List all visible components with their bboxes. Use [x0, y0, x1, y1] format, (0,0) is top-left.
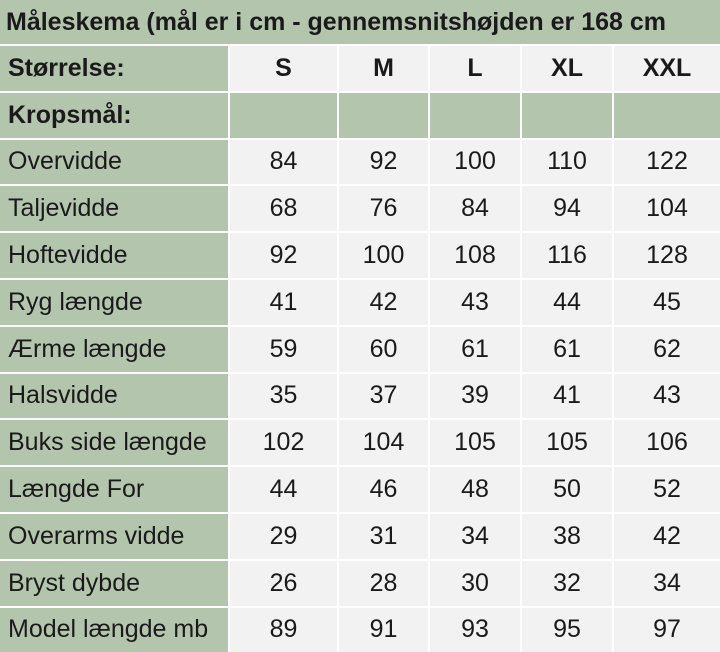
- size-header-cell: L: [428, 44, 520, 91]
- table-row: [0, 231, 720, 278]
- row-label: Hoftevidde: [0, 231, 228, 278]
- value-cell: 26: [228, 559, 337, 606]
- value-cell: 61: [520, 325, 612, 372]
- table-row: [0, 372, 720, 419]
- table-row: [0, 418, 720, 465]
- value-cell: 93: [428, 606, 520, 652]
- value-cell: 106: [612, 418, 720, 465]
- value-cell: 108: [428, 231, 520, 278]
- value-cell: 42: [612, 512, 720, 559]
- value-cell: 39: [428, 372, 520, 419]
- value-cell: 42: [337, 278, 428, 325]
- row-label: Model længde mb: [0, 606, 228, 652]
- row-label: Længde For: [0, 465, 228, 512]
- section-empty-cell: [228, 91, 337, 138]
- value-cell: 29: [228, 512, 337, 559]
- table-row: [0, 512, 720, 559]
- value-cell: 34: [612, 559, 720, 606]
- value-cell: 91: [337, 606, 428, 652]
- value-cell: 104: [337, 418, 428, 465]
- size-header-cell: XL: [520, 44, 612, 91]
- value-cell: 46: [337, 465, 428, 512]
- value-cell: 92: [337, 138, 428, 185]
- value-cell: 60: [337, 325, 428, 372]
- size-header-cell: M: [337, 44, 428, 91]
- row-label: Ryg længde: [0, 278, 228, 325]
- value-cell: 100: [428, 138, 520, 185]
- value-cell: 43: [428, 278, 520, 325]
- table-row: [0, 465, 720, 512]
- value-cell: 97: [612, 606, 720, 652]
- value-cell: 37: [337, 372, 428, 419]
- value-cell: 110: [520, 138, 612, 185]
- value-cell: 43: [612, 372, 720, 419]
- value-cell: 59: [228, 325, 337, 372]
- value-cell: 105: [520, 418, 612, 465]
- row-label: Overarms vidde: [0, 512, 228, 559]
- value-cell: 44: [520, 278, 612, 325]
- table-title: Måleskema (mål er i cm - gennemsnitshøjden er 168 cm: [0, 0, 720, 44]
- value-cell: 102: [228, 418, 337, 465]
- value-cell: 95: [520, 606, 612, 652]
- value-cell: 52: [612, 465, 720, 512]
- section-empty-cell: [520, 91, 612, 138]
- value-cell: 45: [612, 278, 720, 325]
- value-cell: 30: [428, 559, 520, 606]
- value-cell: 104: [612, 184, 720, 231]
- value-cell: 68: [228, 184, 337, 231]
- value-cell: 94: [520, 184, 612, 231]
- value-cell: 84: [228, 138, 337, 185]
- value-cell: 89: [228, 606, 337, 652]
- row-label: Overvidde: [0, 138, 228, 185]
- row-label: Ærme længde: [0, 325, 228, 372]
- header-row: [0, 44, 720, 91]
- value-cell: 44: [228, 465, 337, 512]
- value-cell: 84: [428, 184, 520, 231]
- table-row: [0, 278, 720, 325]
- table-row: [0, 138, 720, 185]
- value-cell: 92: [228, 231, 337, 278]
- value-cell: 31: [337, 512, 428, 559]
- value-cell: 105: [428, 418, 520, 465]
- section-empty-cell: [428, 91, 520, 138]
- section-empty-cell: [337, 91, 428, 138]
- table-row: [0, 559, 720, 606]
- value-cell: 32: [520, 559, 612, 606]
- size-header-cell: XXL: [612, 44, 720, 91]
- row-label: Buks side længde: [0, 418, 228, 465]
- value-cell: 34: [428, 512, 520, 559]
- value-cell: 61: [428, 325, 520, 372]
- value-cell: 50: [520, 465, 612, 512]
- section-row: [0, 91, 720, 138]
- value-cell: 48: [428, 465, 520, 512]
- section-label: Kropsmål:: [0, 91, 228, 138]
- value-cell: 128: [612, 231, 720, 278]
- table-row: [0, 184, 720, 231]
- value-cell: 76: [337, 184, 428, 231]
- header-label: Størrelse:: [0, 44, 228, 91]
- value-cell: 28: [337, 559, 428, 606]
- value-cell: 35: [228, 372, 337, 419]
- table-row: [0, 325, 720, 372]
- row-label: Bryst dybde: [0, 559, 228, 606]
- row-label: Taljevidde: [0, 184, 228, 231]
- value-cell: 122: [612, 138, 720, 185]
- value-cell: 41: [520, 372, 612, 419]
- value-cell: 116: [520, 231, 612, 278]
- value-cell: 62: [612, 325, 720, 372]
- size-header-cell: S: [228, 44, 337, 91]
- table-row: [0, 606, 720, 652]
- value-cell: 38: [520, 512, 612, 559]
- section-empty-cell: [612, 91, 720, 138]
- value-cell: 41: [228, 278, 337, 325]
- value-cell: 100: [337, 231, 428, 278]
- row-label: Halsvidde: [0, 372, 228, 419]
